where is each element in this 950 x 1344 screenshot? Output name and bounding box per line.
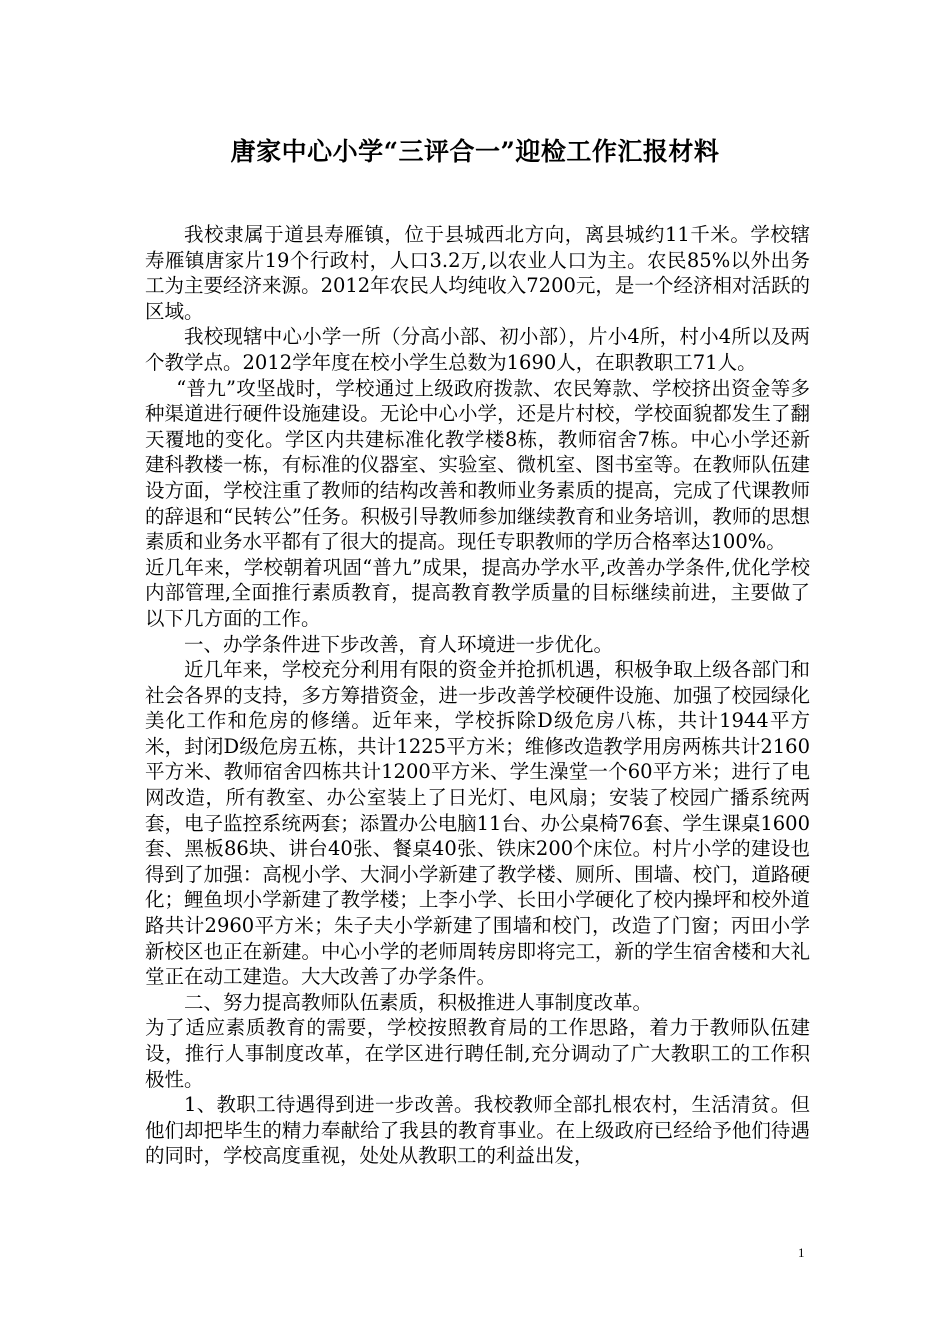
section-heading-1: 一、办学条件进下步改善，育人环境进一步优化。: [184, 632, 614, 656]
paragraph-staff-benefits: 1、教职工待遇得到进一步改善。我校教师全部扎根农村，生活清贫。但他们却把毕生的精力奉献给了我县的教育事业。在上级政府已经给予他们待遇的同时，学校高度重视，处处从教职工的利益出发，: [145, 1093, 810, 1168]
paragraph-facility-improvements: 近几年来，学校充分利用有限的资金并抢抓机遇，积极争取上级各部门和社会各界的支持，多方筹措资金，进一步改善学校硬件设施、加强了校园绿化美化工作和危房的修缮。近年来，学校拆除D级危房八栋，共计1944平方米，封闭D级危房五栋，共计1225平方米；维修改造教学用房两栋共计2160平方米、教师宿舍四栋共计1200平方米、学生澡堂一个60平方米；进行了电网改造，所有教室、办公室装上了日光灯、电风扇；安装了校园广播系统两套，电子监控系统两套；添置办公电脑11台、办公桌椅76套、学生课桌1600套、黑板86块、讲台40张、餐桌40张、铁床200个床位。村片小学的建设也得到了加强：高枧小学、大洞小学新建了教学楼、厕所、围墙、校门，道路硬化；鲤鱼坝小学新建了教学楼；上李小学、长田小学硬化了校内操坪和校外道路共计2960平方米；朱子夫小学新建了围墙和校门，改造了门窗；丙田小学新校区也正在新建。中心小学的老师周转房即将完工，新的学生宿舍楼和大礼堂正在动工建造。大大改善了办学条件。: [145, 658, 810, 989]
paragraph-school-scale: 我校现辖中心小学一所（分高小部、初小部），片小4所，村小4所以及两个教学点。2012学年度在校小学生总数为1690人，在职教职工71人。: [145, 325, 810, 374]
document-body: [145, 222, 810, 1169]
section-heading-2: 二、努力提高教师队伍素质，积极推进人事制度改革。: [184, 990, 653, 1014]
document-title: 唐家中心小学“三评合一”迎检工作汇报材料: [230, 137, 720, 166]
paragraph-personnel-reform: 为了适应素质教育的需要，学校按照教育局的工作思路，着力于教师队伍建设，推行人事制度改革，在学区进行聘任制,充分调动了广大教职工的工作积极性。: [145, 1016, 810, 1091]
paragraph-location: 我校隶属于道县寿雁镇，位于县城西北方向，离县城约11千米。学校辖寿雁镇唐家片19个行政村，人口3.2万,以农业人口为主。农民85%以外出务工为主要经济来源。2012年农民人均纯收入7200元，是一个经济相对活跃的区域。: [145, 223, 810, 323]
paragraph-puji-construction: “普九”攻坚战时，学校通过上级政府拨款、农民筹款、学校挤出资金等多种渠道进行硬件设施建设。无论中心小学，还是片村校，学校面貌都发生了翻天覆地的变化。学区内共建标准化教学楼8栋，教师宿舍7栋。中心小学还新建科教楼一栋，有标准的仪器室、实验室、微机室、图书室等。在教师队伍建设方面，学校注重了教师的结构改善和教师业务素质的提高，完成了代课教师的辞退和“民转公”任务。积极引导教师参加继续教育和业务培训，教师的思想素质和业务水平都有了很大的提高。现任专职教师的学历合格率达100%。: [145, 376, 810, 554]
paragraph-recent-goals: 近几年来，学校朝着巩固“普九”成果，提高办学水平,改善办学条件,优化学校内部管理,全面推行素质教育，提高教育教学质量的目标继续前进，主要做了以下几方面的工作。: [145, 555, 810, 630]
page-number: 1: [798, 1245, 805, 1260]
